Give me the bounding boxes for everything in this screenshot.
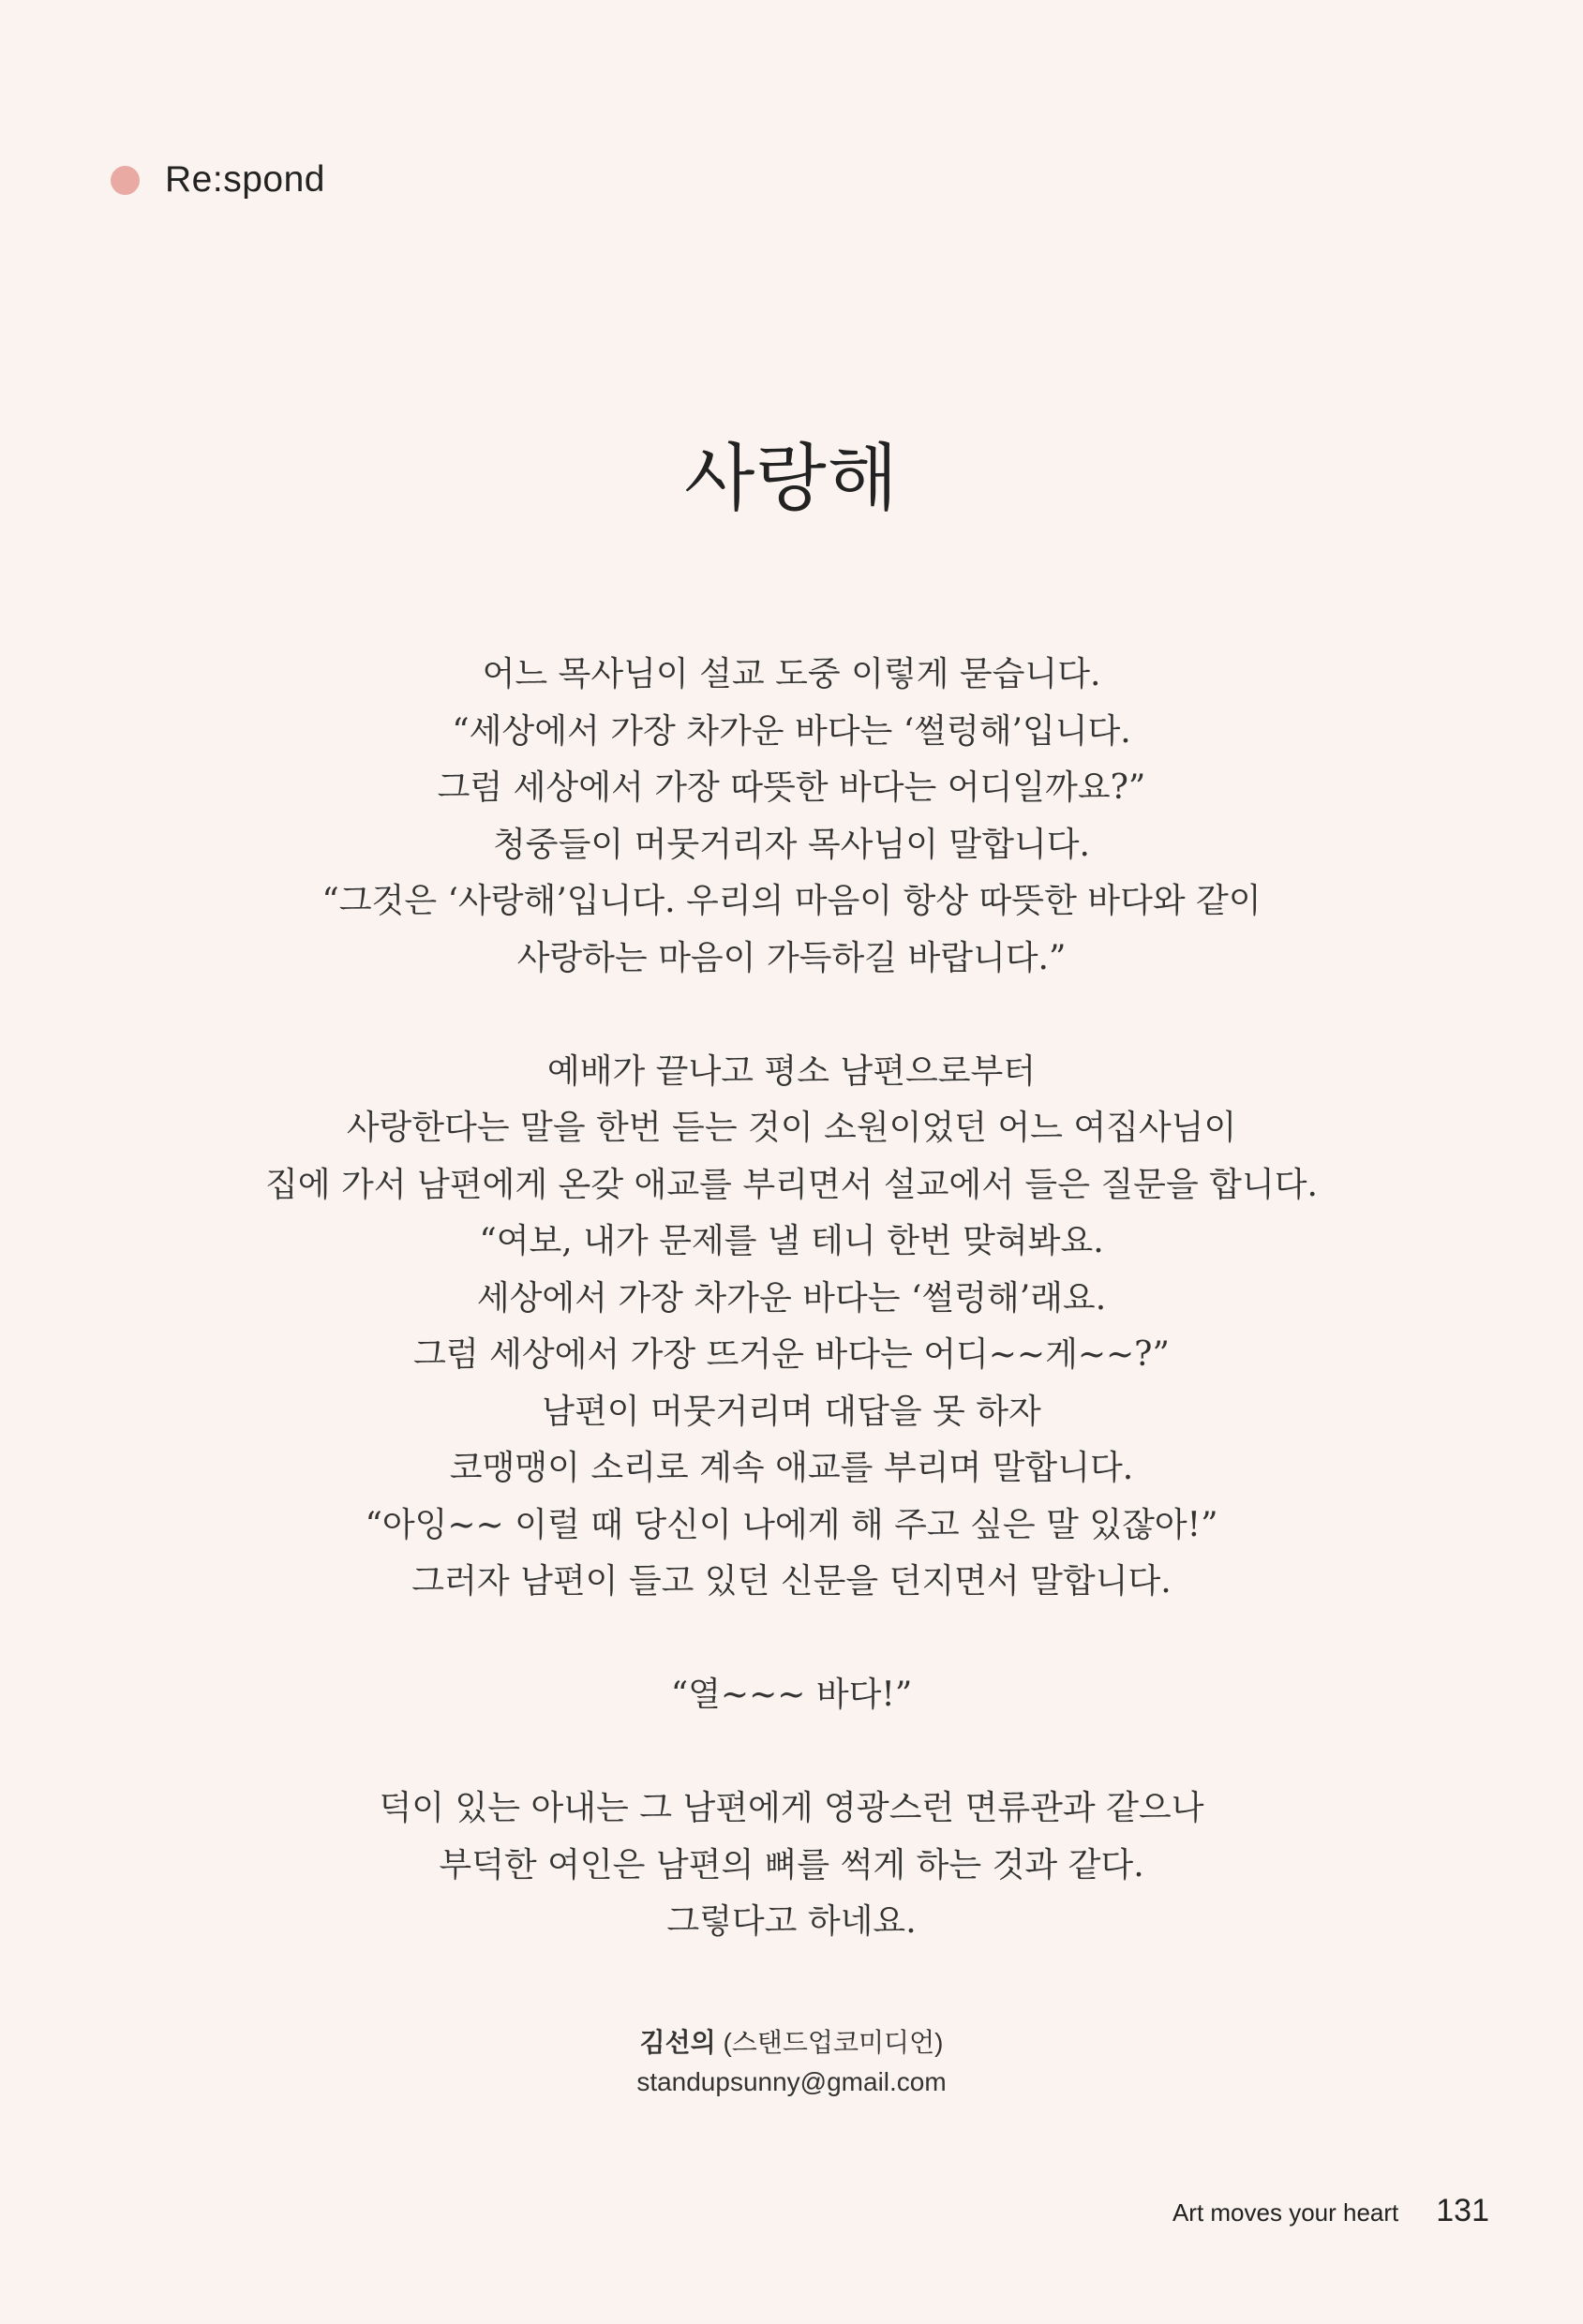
body-line: 코맹맹이 소리로 계속 애교를 부리며 말합니다.: [449, 1449, 1134, 1487]
page-number: 131: [1436, 2193, 1489, 2228]
paragraph: [0, 1780, 1583, 1951]
section-tag: [111, 159, 325, 201]
paragraph: [0, 1667, 1583, 1724]
body-line: 사랑한다는 말을 한번 듣는 것이 소원이었던 어느 여집사님이: [346, 1109, 1237, 1147]
paragraph-gap: [0, 987, 1583, 1044]
body-line: 어느 목사님이 설교 도중 이렇게 묻습니다.: [482, 655, 1101, 693]
body-line: 그렇다고 하네요.: [666, 1902, 917, 1941]
body-line: “열~~~ 바다!”: [670, 1676, 913, 1714]
body-line: 집에 가서 남편에게 온갖 애교를 부리면서 설교에서 들은 질문을 합니다.: [265, 1165, 1318, 1204]
author-role: (스탠드업코미디언): [723, 2028, 944, 2057]
author-email: standupsunny@gmail.com: [636, 2067, 947, 2096]
article-title: 사랑해: [683, 437, 900, 521]
body-line: 남편이 머뭇거리며 대답을 못 하자: [542, 1392, 1041, 1431]
section-label: Re:spond: [165, 159, 325, 200]
body-line: 사랑하는 마음이 가득하길 바랍니다.”: [516, 938, 1067, 977]
body-line: 그럼 세상에서 가장 따뜻한 바다는 어디일까요?”: [437, 768, 1146, 807]
paragraph: [0, 1044, 1583, 1611]
body-line: 세상에서 가장 차가운 바다는 ‘썰렁해’래요.: [476, 1278, 1107, 1318]
body-line: “그것은 ‘사랑해’입니다. 우리의 마음이 항상 따뜻한 바다와 같이: [321, 882, 1262, 920]
article-body: [0, 647, 1583, 1951]
footer-slogan: Art moves your heart: [1172, 2198, 1399, 2227]
paragraph-gap: [0, 1724, 1583, 1781]
body-line: “아잉~~ 이럴 때 당신이 나에게 해 주고 싶은 말 있잖아!”: [365, 1505, 1218, 1544]
section-dot-icon: [111, 166, 140, 195]
author-name: 김선의: [639, 2028, 716, 2057]
paragraph: [0, 647, 1583, 987]
page-footer: [1172, 2193, 1489, 2229]
author-byline: [0, 2022, 1583, 2097]
body-line: 그럼 세상에서 가장 뜨거운 바다는 어디~~게~~?”: [413, 1335, 1170, 1374]
body-line: 청중들이 머뭇거리자 목사님이 말합니다.: [493, 825, 1090, 864]
body-line: 그러자 남편이 들고 있던 신문을 던지면서 말합니다.: [411, 1562, 1172, 1601]
body-line: 덕이 있는 아내는 그 남편에게 영광스런 면류관과 같으나: [379, 1789, 1204, 1827]
paragraph-gap: [0, 1611, 1583, 1668]
body-line: 부덕한 여인은 남편의 뼈를 썩게 하는 것과 같다.: [439, 1845, 1144, 1885]
body-line: “세상에서 가장 차가운 바다는 ‘썰렁해’입니다.: [452, 711, 1131, 751]
body-line: 예배가 끝나고 평소 남편으로부터: [546, 1051, 1037, 1091]
body-line: “여보, 내가 문제를 낼 테니 한번 맞혀봐요.: [479, 1222, 1104, 1260]
